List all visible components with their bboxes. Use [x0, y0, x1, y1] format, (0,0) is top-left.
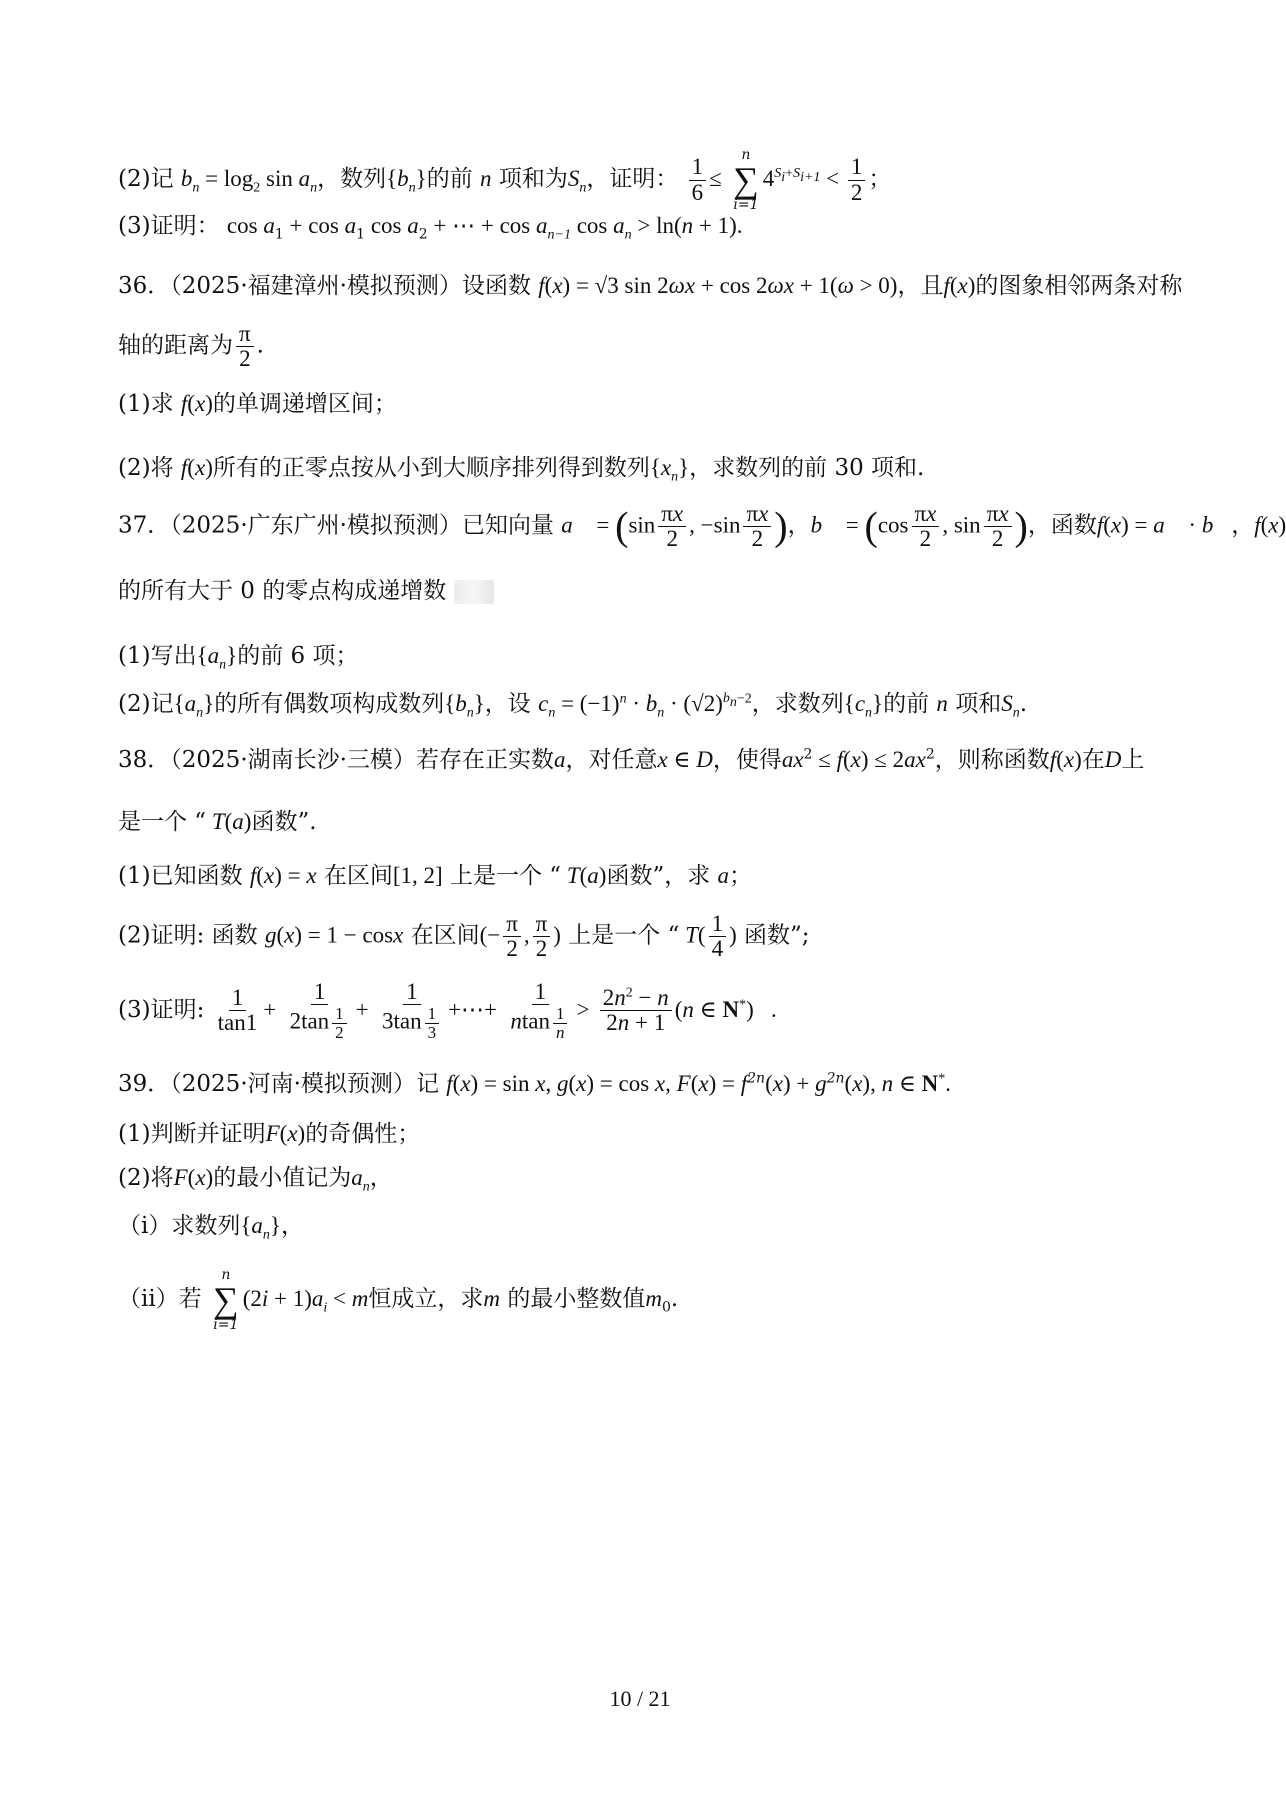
question-37-stem: 37．（2025·广东广州·模拟预测）已知向量 a⃗ = (sin $\frac{\pi x}{2}$ , −sin $\frac{\pi x}{2}$ )，b⃗ = (cos $\frac{\pi x}{2}$ , sin $\frac{\pi x}{2}$ )，函数f(x) = a⃗ · b⃗，f(x) [118, 501, 1286, 552]
question-39-part-2-i: （i）求数列$\{a_n\}$， [118, 1213, 304, 1243]
question-38-part-3: (3)证明: $\frac{1}{\tan 1}$ + 1 2tan $\frac{1}{2}$ + 1 3tan $\frac{1}{3}$ +⋯+ 1 ntan $\frac{1}{n}$ > $\frac{2n^2 - n}{2n + 1}$ (n ∈ N*) . [118, 979, 777, 1042]
question-39-part-1: (1)判断并证明F(x)的奇偶性； [118, 1121, 421, 1147]
question-36-stem-cont: 轴的距离为 $\frac{\pi}{2}$ . [118, 321, 264, 372]
question-36-stem: 36．（2025·福建漳州·模拟预测）设函数 f(x) = √3 sin 2ωx + cos 2ωx + 1(ω > 0)，且f(x)的图象相邻两条对称 [118, 273, 1183, 299]
question-36-part-2: (2)将 f(x)所有的正零点按从小到大顺序排列得到数列$\{x_n\}$，求数列的前 30 项和. [118, 455, 925, 485]
problem-35-part-3: (3)证明： $\cos a_1 + \cos a_1$ $\cos a_2$ + ⋯ + $\cos a_{n-1}$ $\cos a_n > \ln(n + 1)$. [118, 213, 743, 243]
problem-35-part-2: (2)记 $b_n = \log_2 \sin a_n$，数列$\{b_n\}$的前 n 项和为$S_n$，证明： $\frac{1}{6}$ ≤ n ∑ i=1 $4^{S_i+S_{i+1}}$ < $\frac{1}{2}$ ； [118, 147, 892, 213]
page-number: 10 / 21 [609, 1686, 671, 1711]
question-37-part-2: (2)记$\{a_n\}$的所有偶数项构成数列$\{b_n\}$，设 $c_n = (-1)^n \cdot b_n \cdot (√2)^{b_n-2}$，求数列$\{c_n\}$的前 n 项和$S_n$. [118, 691, 1028, 721]
question-39-part-2-ii: （ii）若 n ∑ i=1 $(2i + 1)a_i < m$恒成立，求m 的最小整数值$m_0$. [118, 1267, 679, 1333]
question-39-part-2: (2)将F(x)的最小值记为$a_n$， [118, 1165, 393, 1195]
question-38-part-2: (2)证明: 函数 g(x) = 1 − cosx 在区间(− $\frac{\pi}{2}$ , $\frac{\pi}{2}$ ) 上是一个 “ T( $\frac{1}{4}$ ) 函数”; [118, 911, 810, 962]
question-39-stem: 39．（2025·河南·模拟预测）记 f(x) = sin x, g(x) = cos x, $F(x) = f^{2n}(x) + g^{2n}(x)$, n ∈ N*. [118, 1070, 951, 1097]
question-37-stem-cont: 的所有大于 0 的零点构成递增数 [118, 578, 494, 606]
smudge-mark [454, 580, 494, 604]
question-38-part-1: (1)已知函数 f(x) = x 在区间[1, 2] 上是一个 “ T(a)函数”，求 a； [118, 863, 753, 889]
question-36-part-1: (1)求 f(x)的单调递增区间； [118, 391, 397, 417]
question-38-stem-cont: 是一个 “ T(a)函数”. [118, 809, 317, 835]
question-38-stem: 38．（2025·湖南长沙·三模）若存在正实数a，对任意x ∈ D，使得$ax^2 \le f(x) \le 2ax^2$，则称函数f(x)在D上 [118, 746, 1145, 773]
question-37-part-1: (1)写出$\{a_n\}$的前 6 项； [118, 643, 359, 673]
